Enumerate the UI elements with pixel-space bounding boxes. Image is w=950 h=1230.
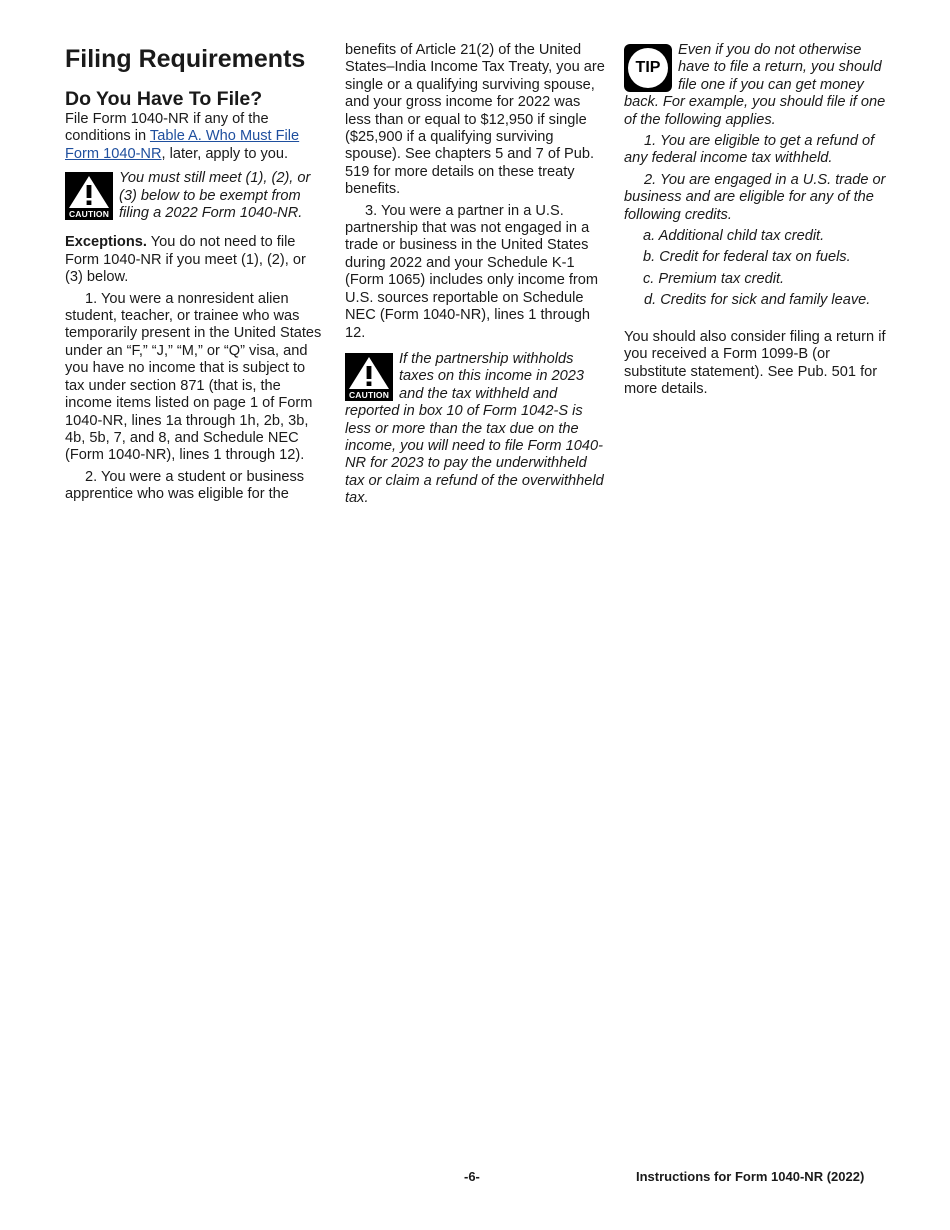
caution-icon <box>345 353 393 401</box>
caution-text: If the partnership withholds taxes on this income in 2023 and the tax withheld and reported in box 10 of Form 1042-S is less or more than the tax due on the income, you will need to file Form 1040-NR for 2023 to pay the underwithheld tax or claim a refund of the overwithheld tax. <box>345 350 604 507</box>
exception-item-2-continued: benefits of Article 21(2) of the United States–India Income Tax Treaty, you are single or a qualifying surviving spouse, and your gross income for 2022 was less than or equal to $12,950 if single ($25,900 if a qualifying surviving spouse). See chapters 5 and 7 of Pub. 519 for more details on these treaty benefits. <box>345 42 605 198</box>
tip-callout <box>624 42 886 129</box>
caution-icon-label: CAUTION <box>68 209 110 220</box>
section-heading: Do You Have To File? <box>65 88 263 110</box>
caution-text: You must still meet (1), (2), or (3) below to be exempt from filing a 2022 Form 1040-NR. <box>119 170 311 222</box>
tip-text: Even if you do not otherwise have to file a return, you should file one if you can get money back. For example, you should file if one of the following applies. <box>624 42 886 128</box>
tip-icon-label: TIP <box>628 48 668 88</box>
table-a-link[interactable]: Table A. Who Must File Form 1040-NR <box>65 128 300 162</box>
tip-icon <box>624 44 672 92</box>
column-3 <box>624 42 886 398</box>
tip-item-2: 2. You are engaged in a U.S. trade or business and are eligible for any of the following credits. <box>624 171 886 223</box>
credit-item: c. Premium tax credit. <box>643 270 785 287</box>
document-title: Instructions for Form 1040-NR (2022) <box>636 1169 865 1184</box>
tip-item-1: 1. You are eligible to get a refund of any federal income tax withheld. <box>624 133 875 167</box>
exception-item-2: 2. You were a student or business apprentice who was eligible for the <box>65 468 305 503</box>
intro-paragraph: File Form 1040-NR if any of the conditions in Table A. Who Must File Form 1040-NR, later, apply to you. <box>65 111 300 162</box>
form-1099b-note: You should also consider filing a return if you received a Form 1099-B (or substitute statement). See Pub. 501 for more details. <box>624 328 886 397</box>
credit-item: b. Credit for federal tax on fuels. <box>643 249 851 266</box>
caution-icon-label: CAUTION <box>348 389 390 400</box>
credit-item: d. Credits for sick and family leave. <box>644 292 871 309</box>
column-2 <box>345 42 605 508</box>
exceptions-paragraph: Exceptions. You do not need to file Form 1040-NR if you meet (1), (2), or (3) below. <box>65 234 306 286</box>
page-number: -6- <box>464 1169 480 1184</box>
exception-item-1: 1. You were a nonresident alien student, teacher, or trainee who was temporarily present in the United States under an “F,” “J,” “M,” or “Q” visa, and you have no income that is subject to tax under section 871 (that is, the income items listed on page 1 of Form 1040-NR, lines 1a through 1h, 2b, 3b, 4b, 5b, 7, and 8, and Schedule NEC (Form 1040-NR), lines 1 through 12). <box>65 290 322 464</box>
caution-callout <box>65 170 325 222</box>
column-1 <box>65 42 325 504</box>
exception-item-3: 3. You were a partner in a U.S. partnership that was not engaged in a trade or business in the United States during 2022 and your Schedule K-1 (Form 1065) includes only income from U.S. sources reportable on Schedule NEC (Form 1040-NR), lines 1 through 12. <box>345 202 599 341</box>
caution-callout-partnership <box>345 351 605 508</box>
credit-item: a. Additional child tax credit. <box>643 228 825 245</box>
caution-icon <box>65 172 113 220</box>
page-title: Filing Requirements <box>65 45 306 73</box>
exceptions-label: Exceptions. <box>65 234 147 251</box>
